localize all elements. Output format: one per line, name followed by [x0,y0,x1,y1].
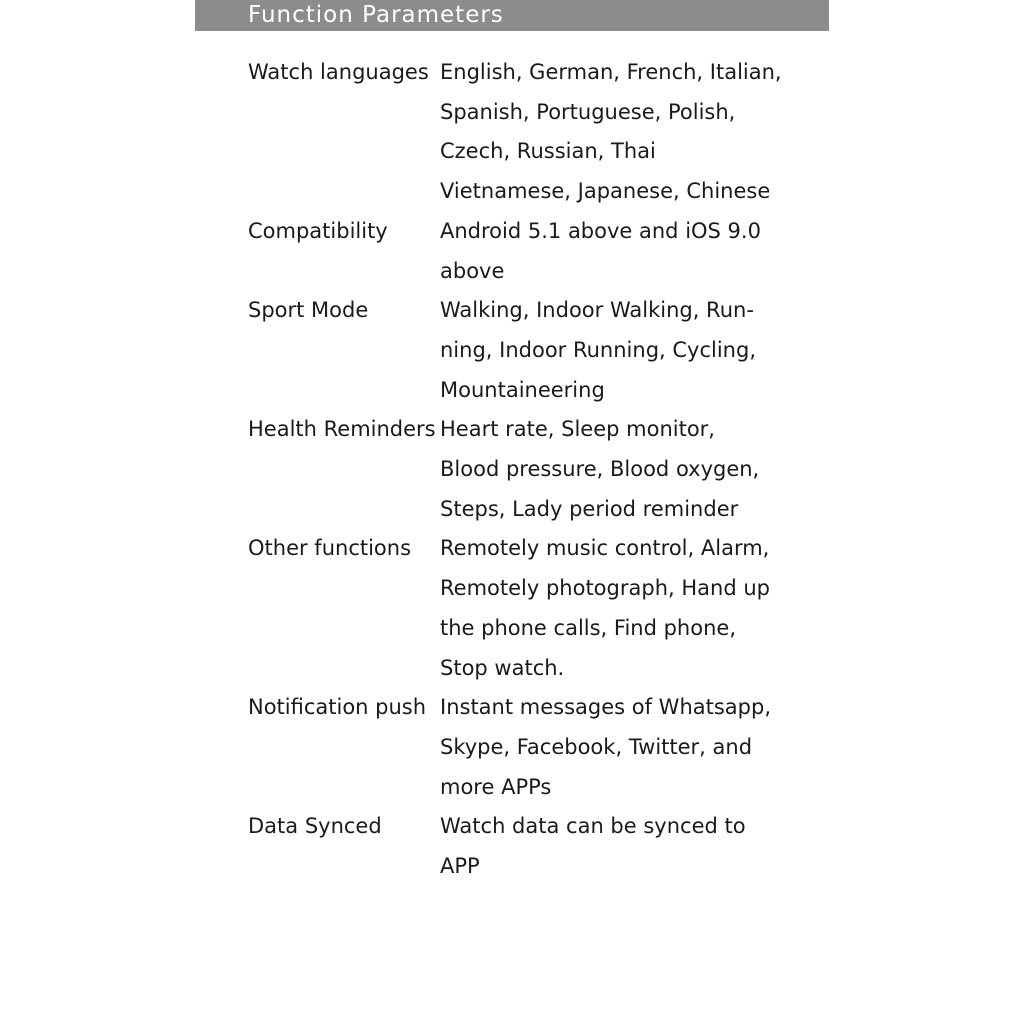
param-value-line: above [440,258,505,283]
param-row-notification-push [248,688,788,807]
page-title: Function Parameters [248,2,504,28]
param-value-line: Blood pressure, Blood oxygen, [440,457,760,482]
param-label: Notification push [248,695,427,720]
param-value-line: Spanish, Portuguese, Polish, [440,99,736,124]
param-value-line: Heart rate, Sleep monitor, [440,417,715,442]
param-label: Watch languages [248,60,429,84]
param-row-compatibility [248,212,788,291]
param-value-line: Czech, Russian, Thai [440,139,656,164]
param-value-line: APP [440,854,480,879]
param-value-line: Skype, Facebook, Twitter, and [440,734,753,759]
param-label: Data Synced [248,814,382,839]
param-value-line: Walking, Indoor Walking, Run- [440,298,754,323]
param-value [440,410,788,529]
param-value-line: English, German, French, Italian, [440,60,782,84]
param-value-line: Vietnamese, Japanese, Chinese [440,179,771,204]
param-row-health-reminders [248,410,788,529]
param-row-other-functions [248,529,788,688]
param-value-line: more APPs [440,774,552,799]
param-value-line: Remotely photograph, Hand up [440,576,770,601]
param-value-line: Instant messages of Whatsapp, [440,695,771,720]
param-label: Compatibility [248,218,388,243]
param-value [440,688,788,807]
parameters-table [248,53,788,887]
param-label: Health Reminders [248,417,436,442]
param-row-sport-mode [248,291,788,410]
param-value [440,807,788,886]
param-value-line: Android 5.1 above and iOS 9.0 [440,218,761,243]
param-value-line: the phone calls, Find phone, [440,615,736,640]
param-value-line: ning, Indoor Running, Cycling, [440,337,756,362]
param-label: Other functions [248,536,412,561]
param-row-watch-languages [248,53,788,212]
param-value [440,291,788,410]
param-value-line: Remotely music control, Alarm, [440,536,770,561]
param-value-line: Watch data can be synced to [440,814,746,839]
param-value-line: Stop watch. [440,655,565,680]
param-value-line: Mountaineering [440,377,605,402]
param-value-line: Steps, Lady period reminder [440,496,739,521]
param-label: Sport Mode [248,298,369,323]
param-row-data-synced [248,807,788,886]
param-value [440,529,788,688]
param-value [440,53,788,212]
header-bar [195,0,829,31]
param-value [440,212,788,291]
